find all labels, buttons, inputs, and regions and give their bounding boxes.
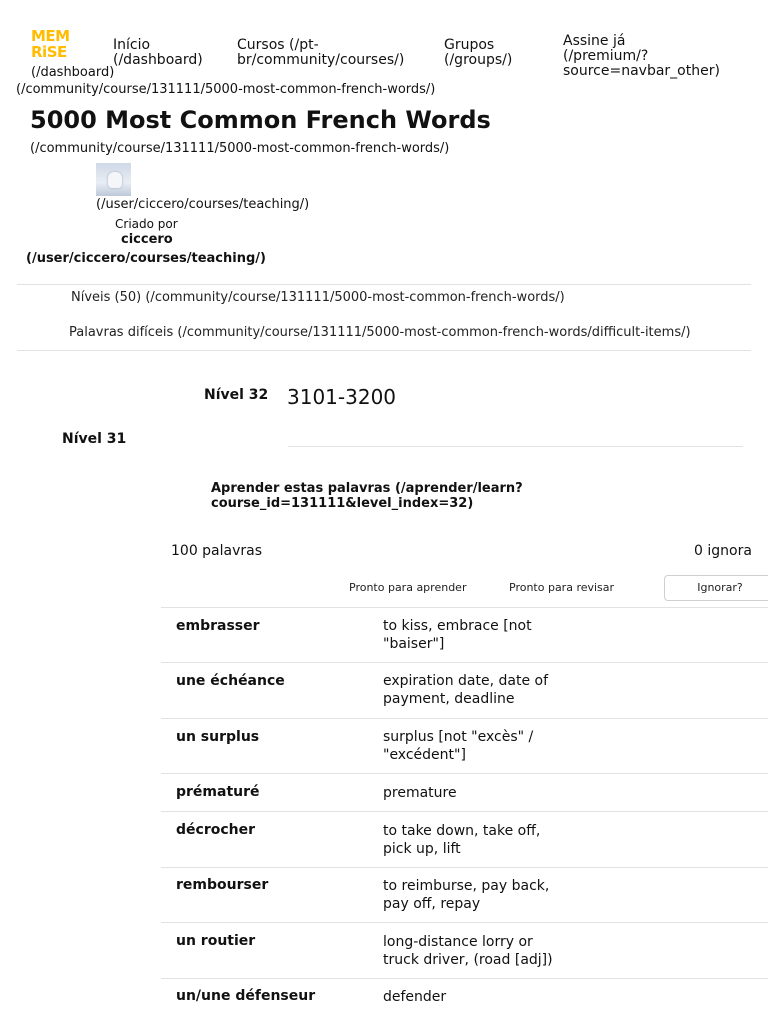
row-divider (161, 607, 768, 608)
definition-line-1: long-distance lorry or (383, 934, 533, 950)
creator-name[interactable]: ciccero (121, 232, 173, 247)
word-term: décrocher (176, 822, 256, 838)
word-definition (383, 877, 573, 913)
nav-inicio[interactable] (113, 38, 203, 68)
nav-cursos[interactable] (237, 38, 404, 68)
row-divider (161, 978, 768, 979)
tab-niveis[interactable]: Níveis (50) (/community/course/131111/5000-most-common-french-words/) (71, 290, 565, 305)
nav-assine-href-b: source=navbar_other) (563, 63, 720, 79)
word-definition (383, 728, 573, 764)
nav-grupos[interactable] (444, 38, 512, 68)
nav-grupos-href: (/groups/) (444, 52, 513, 68)
word-term: un surplus (176, 729, 260, 745)
word-definition (383, 933, 573, 969)
definition-line-1: premature (383, 785, 457, 801)
definition-line-2: payment, deadline (383, 691, 515, 707)
definition-line-1: defender (383, 989, 447, 1005)
word-term: un routier (176, 933, 256, 949)
word-term: rembourser (176, 877, 269, 893)
creator-avatar[interactable] (96, 163, 131, 196)
polar-bear-image (108, 172, 122, 188)
ignore-button[interactable]: Ignorar? (664, 575, 768, 601)
previous-level-link[interactable]: Nível 31 (62, 431, 127, 447)
nav-assine-href-a: (/premium/? (563, 48, 649, 64)
row-divider (161, 922, 768, 923)
ready-to-review-header: Pronto para revisar (509, 581, 615, 594)
row-divider (161, 867, 768, 868)
ready-to-learn-header: Pronto para aprender (349, 581, 467, 594)
definition-line-2: truck driver, (road [adj]) (383, 952, 553, 968)
word-definition (383, 672, 573, 708)
nav-cursos-label: Cursos (237, 37, 285, 53)
divider (17, 284, 751, 285)
logo-link[interactable]: (/dashboard) (31, 65, 115, 80)
nav-assine[interactable] (563, 34, 720, 79)
course-title[interactable]: 5000 Most Common French Words (30, 106, 491, 134)
definition-line-1: expiration date, date of (383, 673, 549, 689)
nav-inicio-label: Início (113, 37, 151, 53)
current-level-label: Nível 32 (204, 387, 269, 403)
ignored-count: 0 ignora (694, 543, 752, 559)
row-divider (161, 811, 768, 812)
definition-line-1: surplus [not "excès" / (383, 729, 534, 745)
tab-palavras-dificeis[interactable]: Palavras difíceis (/community/course/131111/5000-most-common-french-words/difficult-items/) (69, 325, 691, 340)
creator-link[interactable]: (/user/ciccero/courses/teaching/) (26, 251, 266, 266)
word-definition (383, 617, 573, 653)
word-term: prématuré (176, 784, 260, 800)
row-divider (161, 662, 768, 663)
logo-line-2: RiSE (31, 43, 67, 61)
definition-line-1: to take down, take off, (383, 823, 541, 839)
definition-line-2: "excédent"] (383, 747, 466, 763)
row-divider (161, 718, 768, 719)
word-term: un/une défenseur (176, 988, 316, 1004)
avatar-link[interactable]: (/user/ciccero/courses/teaching/) (96, 197, 310, 212)
definition-line-2: "baiser"] (383, 636, 445, 652)
definition-line-1: to kiss, embrace [not (383, 618, 532, 634)
word-term: embrasser (176, 618, 260, 634)
memrise-logo[interactable] (31, 28, 73, 64)
word-count: 100 palavras (171, 543, 263, 559)
level-range: 3101-3200 (287, 385, 397, 409)
nav-grupos-label: Grupos (444, 37, 495, 53)
nav-cursos-href-a: (/pt- (289, 37, 319, 53)
row-divider (161, 773, 768, 774)
definition-line-2: pick up, lift (383, 841, 461, 857)
divider (288, 446, 743, 447)
word-definition (383, 988, 573, 1006)
word-definition (383, 822, 573, 858)
definition-line-1: to reimburse, pay back, (383, 878, 550, 894)
learn-words-link[interactable]: Aprender estas palavras (/aprender/learn?course_id=131111&level_index=32) (211, 481, 523, 511)
definition-line-2: pay off, repay (383, 896, 481, 912)
nav-assine-label: Assine já (563, 33, 626, 49)
course-url[interactable]: (/community/course/131111/5000-most-common-french-words/) (30, 141, 450, 156)
course-breadcrumb-link[interactable]: (/community/course/131111/5000-most-common-french-words/) (16, 82, 436, 97)
nav-inicio-href: (/dashboard) (113, 52, 203, 68)
divider (17, 350, 751, 351)
logo-line-1: MEM (31, 27, 70, 45)
word-term: une échéance (176, 673, 285, 689)
nav-cursos-href-b: br/community/courses/) (237, 52, 405, 68)
created-by-label: Criado por (115, 217, 178, 231)
word-definition (383, 784, 573, 802)
